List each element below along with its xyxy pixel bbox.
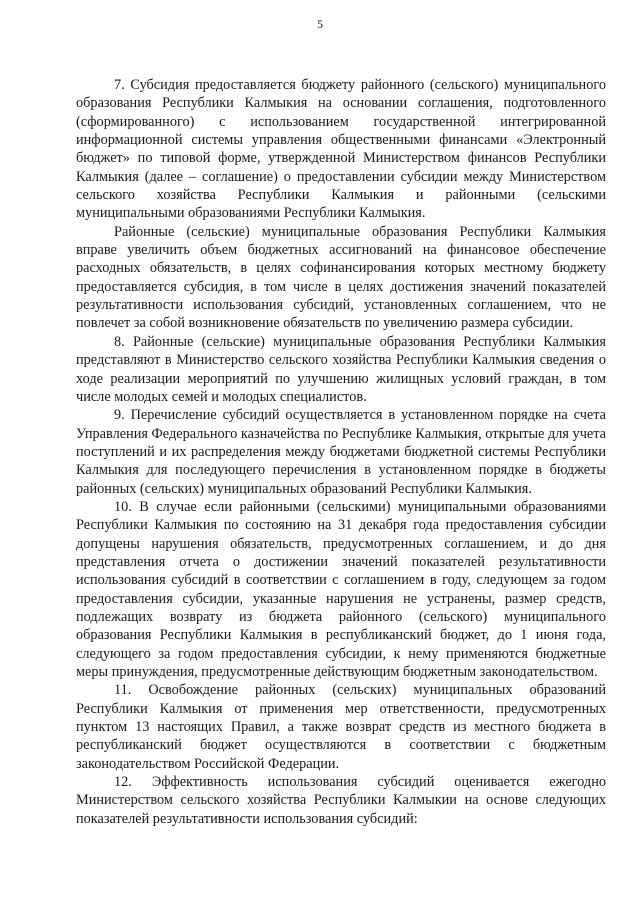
paragraph-7-subsidy-agreement: 7. Субсидия предоставляется бюджету районного (сельского) муниципального образования Республики Калмыкия на основании соглашения, подготовленного (сформированного) с использованием государственной интегрированной информационной системы управления общественными финансами «Электронный бюджет» по типовой форме, утвержденной Министерством финансов Республики Калмыкия (далее – соглашение) о предоставлении субсидии между Министерством сельского хозяйства Республики Калмыкия и районными (сельскими муниципальными образованиями Республики Калмыкия. (76, 77, 606, 222)
paragraph-10-violations: 10. В случае если районными (сельскими) муниципальными образованиями Республики Калмыкия по состоянию на 31 декабря года предоставления субсидии допущены нарушения обязательств, предусмотренных соглашением, и до дня представления отчета о достижении значений показателей результативности использования субсидий в соответствии с соглашением в году, следующем за годом предоставления субсидии, указанные нарушения не устранены, размер средств, подлежащих возврату из бюджета районного (сельского) муниципального образования Республики Калмыкия в республиканский бюджет, до 1 июня года, следующего за годом предоставления субсидии, к нему применяются бюджетные меры принуждения, предусмотренные действующим бюджетным законодательством. (76, 498, 606, 680)
paragraph-budget-allocation: Районные (сельские) муниципальные образования Республики Калмыкия вправе увеличить объем бюджетных ассигнований на финансовое обеспечение расходных обязательств, в целях софинансирования которых местному бюджету предоставляется субсидия, в том числе в целях достижения значений показателей результативности использования субсидий, установленных соглашением, что не повлечет за собой возникновение обязательств по увеличению размера субсидии. (76, 223, 606, 332)
page-number: 5 (317, 17, 323, 31)
paragraph-8-reporting: 8. Районные (сельские) муниципальные образования Республики Калмыкия представляют в Министерство сельского хозяйства Республики Калмыкия сведения о ходе реализации мероприятий по улучшению жилищных условий граждан, в том числе молодых семей и молодых специалистов. (76, 333, 606, 405)
paragraph-9-transfer: 9. Перечисление субсидий осуществляется в установленном порядке на счета Управления Федерального казначейства по Республике Калмыкия, открытые для учета поступлений и их распределения между бюджетами бюджетной системы Республики Калмыкия для последующего перечисления в установленном порядке в бюджеты районных (сельских) муниципальных образований Республики Калмыкия. (76, 407, 606, 497)
document-body (76, 76, 606, 828)
paragraph-12-efficiency: 12. Эффективность использования субсидий оценивается ежегодно Министерством сельского хозяйства Республики Калмыкии на основе следующих показателей результативности использования субсидий: (76, 774, 606, 827)
paragraph-11-exemption: 11. Освобождение районных (сельских) муниципальных образований Республики Калмыкия от применения мер ответственности, предусмотренных пунктом 13 настоящих Правил, а также возврат средств из местного бюджета в республиканский бюджет осуществляются в соответствии с бюджетным законодательством Российской Федерации. (76, 682, 606, 772)
